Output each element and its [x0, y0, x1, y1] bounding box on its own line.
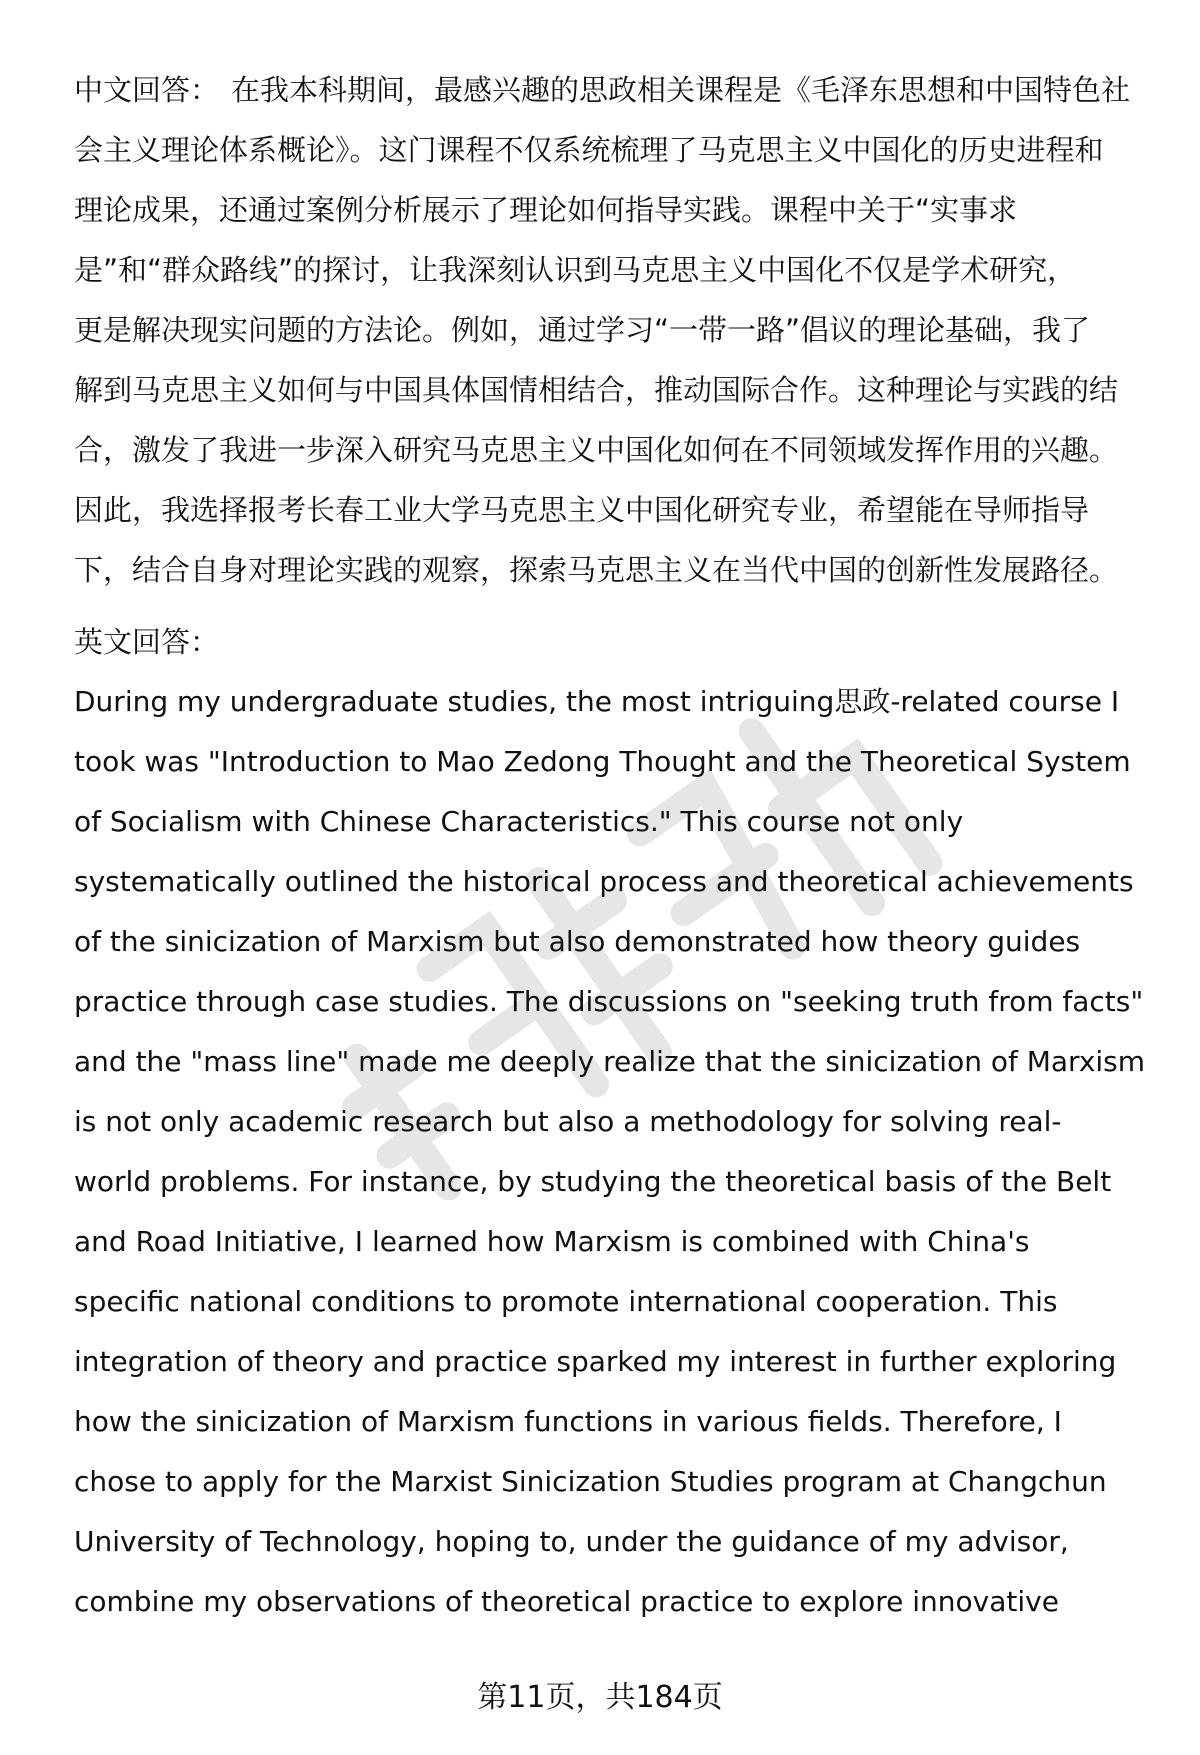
english-answer-label: 英文回答： [74, 625, 220, 659]
text-line: systematically outlined the historical process and theoretical achievements [74, 865, 1134, 898]
text-line: 是”和“群众路线”的探讨，让我深刻认识到马克思主义中国化不仅是学术研究， [74, 253, 1077, 287]
text-line: combine my observations of theoretical practice to explore innovative [74, 1585, 1059, 1618]
chinese-answer-paragraph [74, 60, 1154, 600]
page-number-footer: 第11页，共184页 [477, 1680, 723, 1715]
text-line: University of Technology, hoping to, under the guidance of my advisor, [74, 1525, 1069, 1558]
chinese-answer-label: 中文回答： [74, 73, 220, 107]
text-line: 下，结合自身对理论实践的观察，探索马克思主义在当代中国的创新性发展路径。 [74, 553, 1119, 587]
text-line: of Socialism with Chinese Characteristics." This course not only [74, 805, 964, 838]
text-line: 解到马克思主义如何与中国具体国情相结合，推动国际合作。这种理论与实践的结 [74, 373, 1119, 407]
document-page [74, 60, 1154, 1632]
text-line: how the sinicization of Marxism functions in various fields. Therefore, I [74, 1405, 1062, 1438]
text-line: chose to apply for the Marxist Sinicization Studies program at Changchun [74, 1465, 1107, 1498]
text-line: specific national conditions to promote international cooperation. This [74, 1285, 1058, 1318]
text-line: 因此，我选择报考长春工业大学马克思主义中国化研究专业，希望能在导师指导 [74, 493, 1090, 527]
english-answer-paragraph [74, 672, 1154, 1632]
text-line: 会主义理论体系概论》。这门课程不仅系统梳理了马克思主义中国化的历史进程和 [74, 133, 1104, 167]
text-line: 更是解决现实问题的方法论。例如，通过学习“一带一路”倡议的理论基础，我了 [74, 313, 1091, 347]
text-line: 理论成果，还通过案例分析展示了理论如何指导实践。课程中关于“实事求 [74, 193, 1018, 227]
text-line: During my undergraduate studies, the most intriguing思政-related course I [74, 685, 1120, 718]
text-line: and Road Initiative, I learned how Marxism is combined with China's [74, 1225, 1030, 1258]
text-line: and the "mass line" made me deeply realize that the sinicization of Marxism [74, 1045, 1146, 1078]
text-line: integration of theory and practice sparked my interest in further exploring [74, 1345, 1117, 1378]
text-line: 合，激发了我进一步深入研究马克思主义中国化如何在不同领域发挥作用的兴趣。 [74, 433, 1119, 467]
text-line: world problems. For instance, by studying the theoretical basis of the Belt [74, 1165, 1112, 1198]
text-line: practice through case studies. The discussions on "seeking truth from facts" [74, 985, 1144, 1018]
text-line: is not only academic research but also a methodology for solving real- [74, 1105, 1062, 1138]
chinese-answer-first-line [74, 60, 1154, 120]
text-line: 在我本科期间，最感兴趣的思政相关课程是《毛泽东思想和中国特色社 [231, 73, 1131, 107]
text-line: of the sinicization of Marxism but also demonstrated how theory guides [74, 925, 1081, 958]
text-line: took was "Introduction to Mao Zedong Thought and the Theoretical System [74, 745, 1131, 778]
